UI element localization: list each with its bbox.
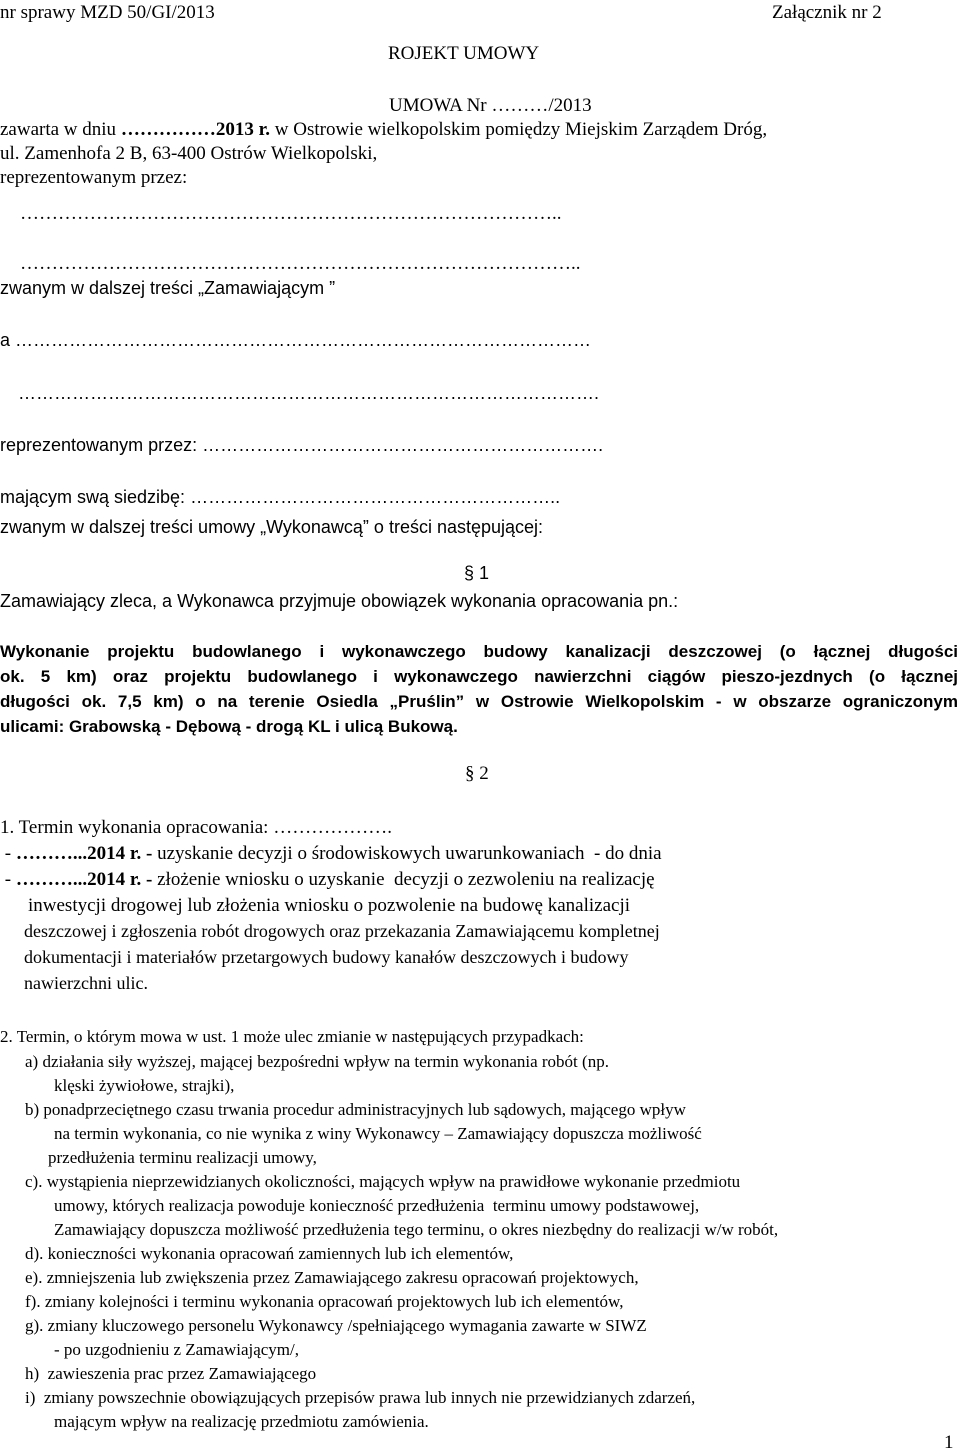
change-case: Zamawiający dopuszcza możliwość przedłużenia tego terminu, o okres niezbędny do realizacji w/w robót, [54, 1220, 779, 1239]
deadline-text: złożenie wniosku o uzyskanie decyzji o zezwoleniu na realizację [152, 869, 655, 890]
deadline-continuation: deszczowej i zgłoszenia robót drogowych oraz przekazania Zamawiającemu kompletnej [24, 921, 660, 941]
contractor-line: a …………………………………………………………………………………… [0, 330, 592, 350]
deadline-continuation: inwestycji drogowej lub złożenia wniosku o pozwolenie na budowę kanalizacji [28, 895, 631, 916]
represented-by-label: reprezentowanym przez: [0, 167, 188, 188]
section-2-heading: § 2 [465, 763, 489, 784]
change-case: klęski żywiołowe, strajki), [54, 1076, 235, 1095]
subject-line: ok. 5 km) oraz projektu budowlanego i wykonawczego nawierzchni ciągów pieszo-jezdnych (o łącznej [0, 667, 958, 686]
dash: - [0, 843, 16, 864]
page-number: 1 [944, 1432, 954, 1453]
deadline-subitem [0, 870, 655, 889]
change-case: e). zmniejszenia lub zwiększenia przez Zamawiającego zakresu opracowań projektowych, [25, 1268, 639, 1287]
deadline-item-1: 1. Termin wykonania opracowania: ………………. [0, 817, 392, 838]
dotted-line: …………………………………………………………………………….. [20, 253, 581, 274]
change-case: umowy, których realizacja powoduje konieczność przedłużenia terminu umowy podstawowej, [54, 1196, 700, 1215]
change-case: h) zawieszenia prac przez Zamawiającego [25, 1364, 317, 1383]
dotted-line: ……………………………………………………………………………………. [18, 383, 600, 403]
client-definition: zwanym w dalszej treści „Zamawiającym ” [0, 278, 336, 298]
deadline-date: ………...2014 r. - [15, 869, 153, 890]
date-value: ……………2013 r. [120, 119, 271, 140]
dash: - [0, 869, 16, 890]
contractor-seat: mającym swą siedzibę: …………………………………………………….. [0, 487, 561, 507]
contract-date-line [0, 120, 767, 139]
change-case: f). zmiany kolejności i terminu wykonania opracowań projektowych lub ich elementów, [25, 1292, 624, 1311]
section-1-heading: § 1 [464, 563, 490, 583]
deadline-continuation: nawierzchni ulic. [24, 973, 148, 993]
subject-line: długości ok. 7,5 km) o na terenie Osiedla „Pruślin” w Ostrowie Wielkopolskim - w obszarze ograniczonym [0, 692, 958, 711]
deadline-date: ………...2014 r. - [15, 843, 153, 864]
deadline-subitem [0, 844, 662, 863]
address-line: ul. Zamenhofa 2 B, 63-400 Ostrów Wielkopolski, [0, 143, 378, 164]
dotted-line: ………………………………………………………………………….. [20, 203, 562, 224]
date-suffix: w Ostrowie wielkopolskim pomiędzy Miejskim Zarządem Dróg, [270, 119, 768, 140]
change-case: b) ponadprzeciętnego czasu trwania procedur administracyjnych lub sądowych, mającego wpływ [25, 1100, 686, 1119]
change-case: a) działania siły wyższej, mającej bezpośredni wpływ na termin wykonania robót (np. [25, 1052, 609, 1071]
deadline-item-2: 2. Termin, o którym mowa w ust. 1 może ulec zmianie w następujących przypadkach: [0, 1027, 584, 1046]
change-case: mającym wpływ na realizację przedmiotu zamówienia. [54, 1412, 429, 1431]
section-1-intro: Zamawiający zleca, a Wykonawca przyjmuje obowiązek wykonania opracowania pn.: [0, 591, 679, 611]
attachment-label: Załącznik nr 2 [772, 2, 882, 23]
contractor-definition: zwanym w dalszej treści umowy „Wykonawcą” o treści następującej: [0, 517, 544, 537]
deadline-continuation: dokumentacji i materiałów przetargowych budowy kanałów deszczowych i budowy [24, 947, 629, 967]
subject-line: ulicami: Grabowską - Dębową - drogą KL i ulicą Bukową. [0, 717, 458, 736]
document-title: ROJEKT UMOWY [388, 43, 540, 64]
contract-number: UMOWA Nr ………/2013 [389, 95, 592, 116]
deadline-text: uzyskanie decyzji o środowiskowych uwarunkowaniach - do dnia [152, 843, 662, 864]
change-case: c). wystąpienia nieprzewidzianych okoliczności, mających wpływ na prawidłowe wykonanie przedmiotu [25, 1172, 741, 1191]
change-case: przedłużenia terminu realizacji umowy, [48, 1148, 317, 1167]
contractor-represented-by: reprezentowanym przez: …………………………………………………………. [0, 435, 604, 455]
change-case: - po uzgodnieniu z Zamawiającym/, [54, 1340, 299, 1359]
change-case: i) zmiany powszechnie obowiązujących przepisów prawa lub innych nie przewidzianych zdarzeń, [25, 1388, 696, 1407]
subject-line: Wykonanie projektu budowlanego i wykonawczego budowy kanalizacji deszczowej (o łącznej długości [0, 642, 958, 661]
change-case: d). konieczności wykonania opracowań zamiennych lub ich elementów, [25, 1244, 514, 1263]
case-number: nr sprawy MZD 50/GI/2013 [0, 2, 215, 23]
date-prefix: zawarta w dniu [0, 119, 121, 140]
change-case: g). zmiany kluczowego personelu Wykonawcy /spełniającego wymagania zawarte w SIWZ [25, 1316, 647, 1335]
change-case: na termin wykonania, co nie wynika z winy Wykonawcy – Zamawiający dopuszcza możliwość [54, 1124, 702, 1143]
